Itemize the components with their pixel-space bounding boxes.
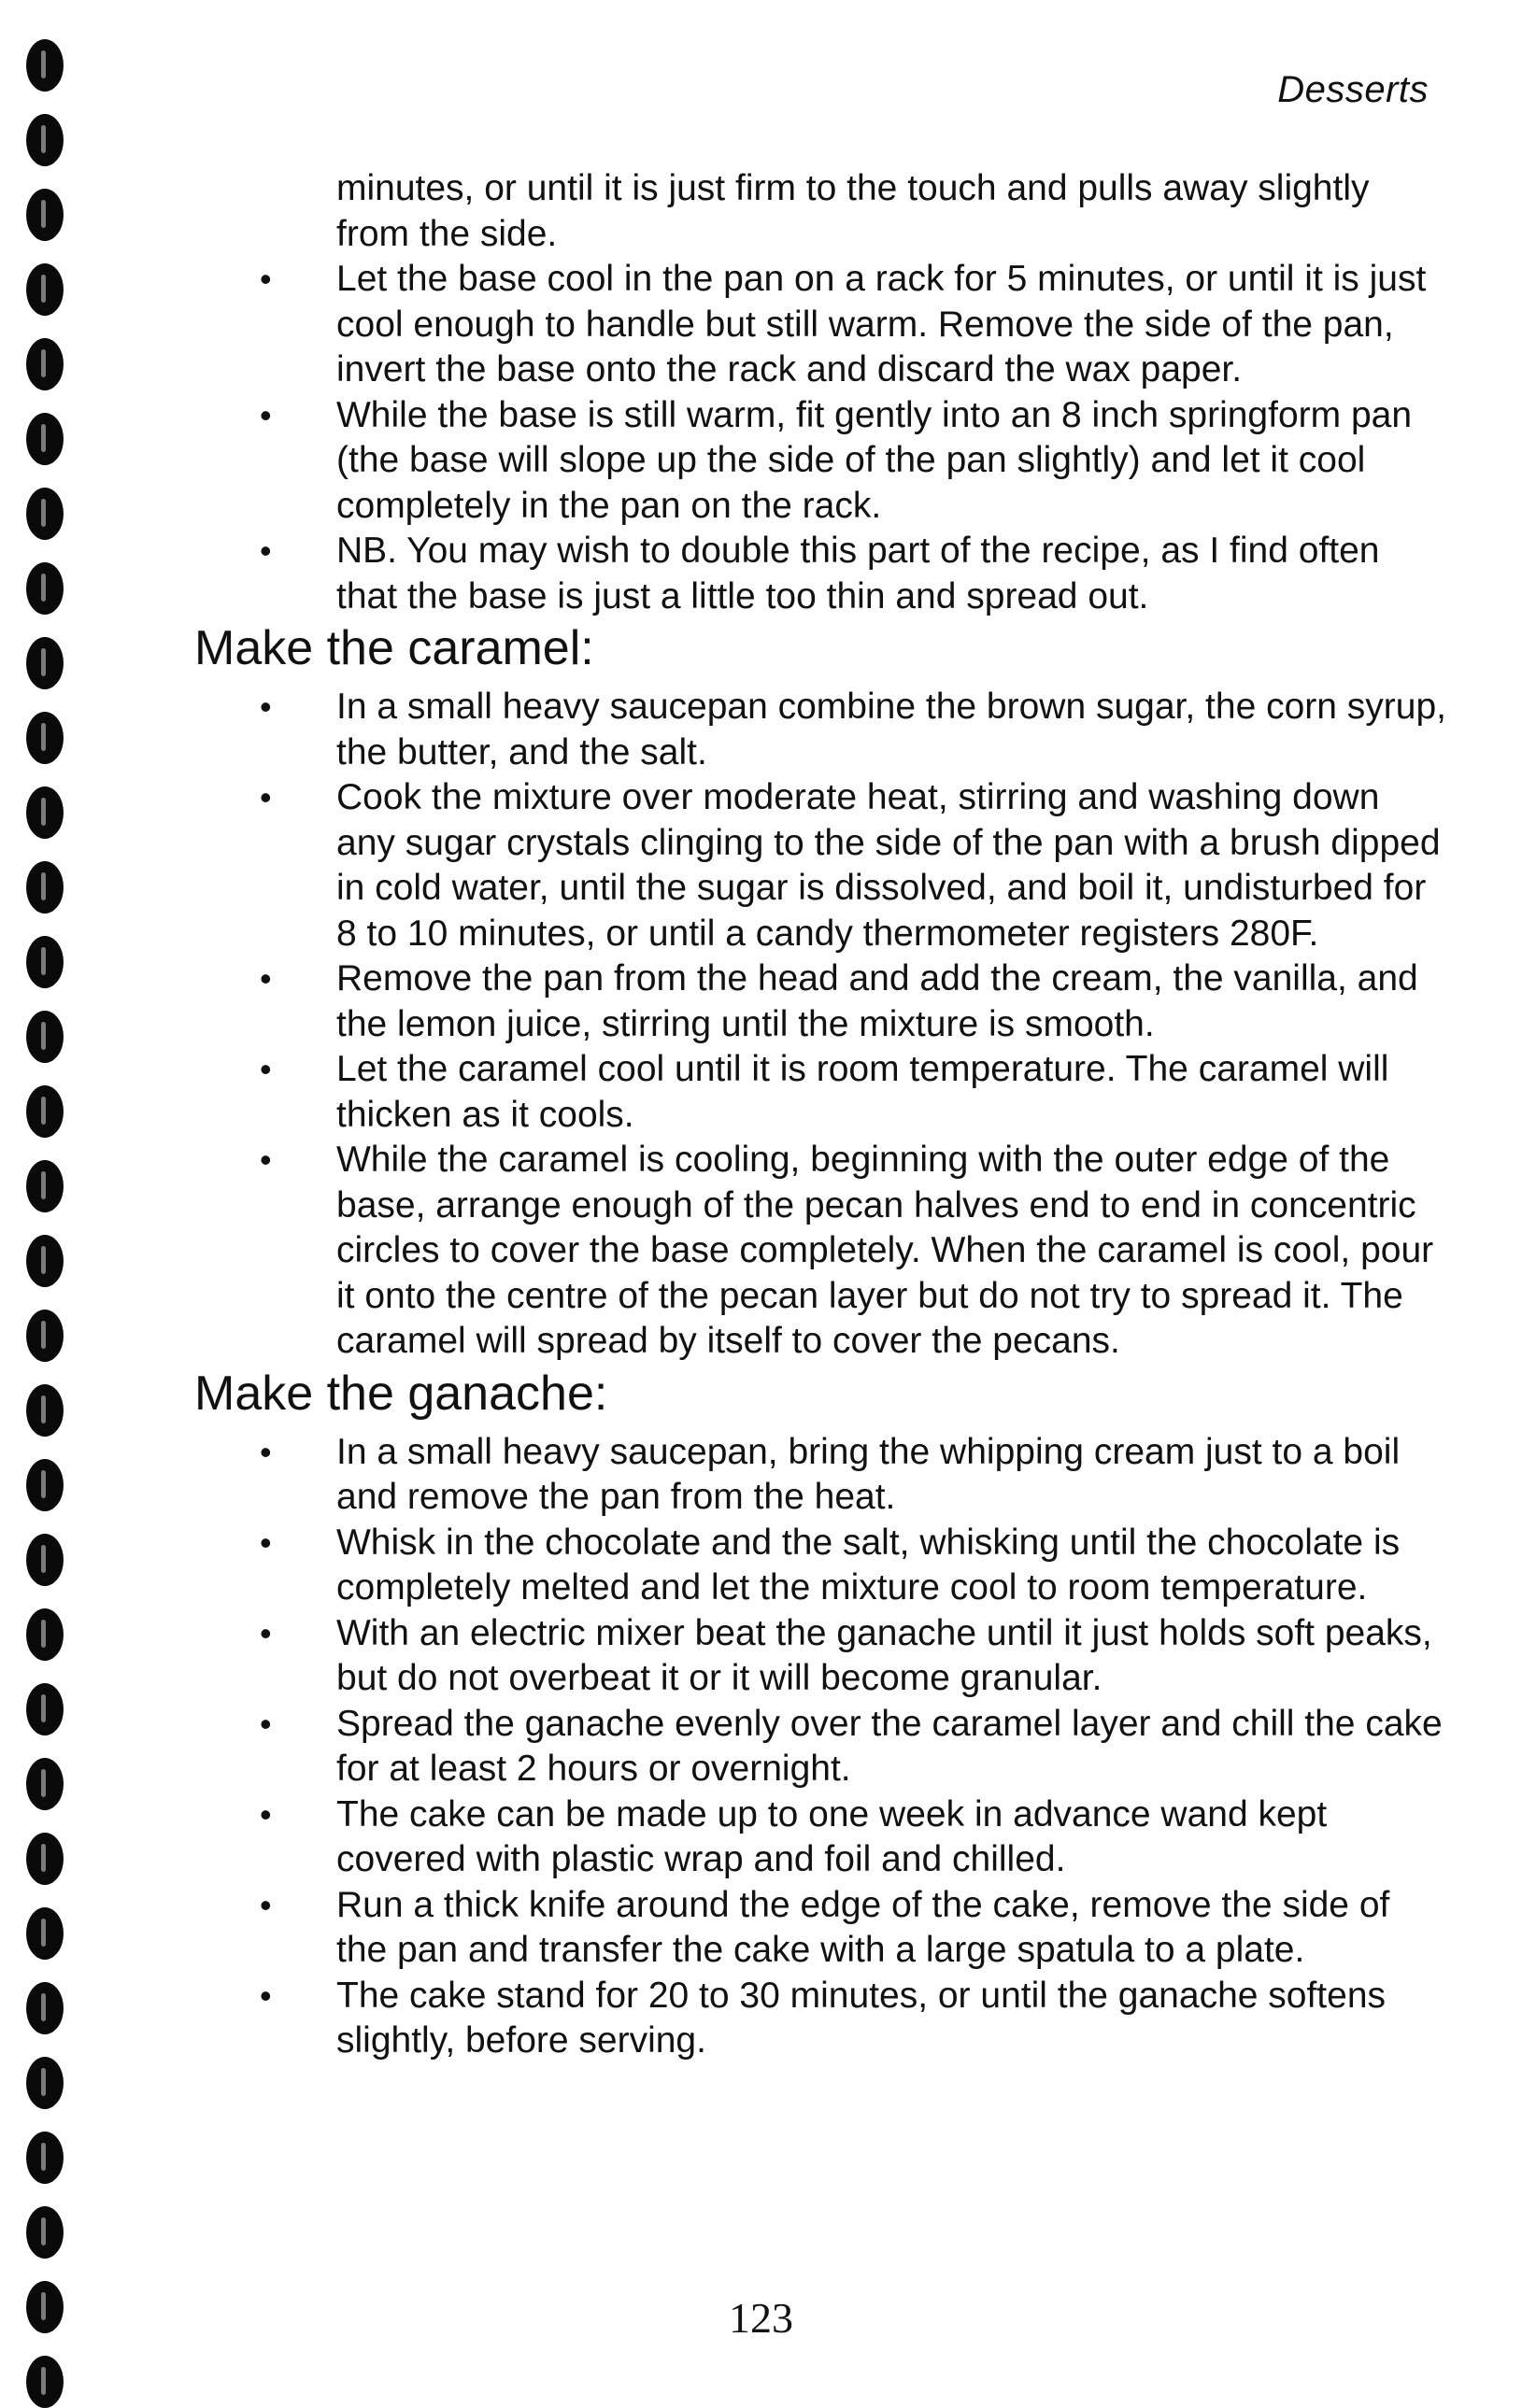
caramel-heading: Make the caramel:	[194, 621, 594, 675]
binding-hole-icon	[26, 39, 64, 92]
list-item: • While the caramel is cooling, beginning with the outer edge of the base, arrange enough of the pecan halves end to end in concentric circles to cover the base completely. When the caramel is cool, pour it onto the centre of the pecan layer but do not try to spread it. The caramel will spread by itself to cover the pecans.	[194, 1138, 1446, 1365]
binding-hole-icon	[26, 861, 64, 914]
recipe-content	[194, 166, 1446, 2064]
binding-hole-icon	[26, 1833, 64, 1885]
binding-hole-icon	[26, 1982, 64, 2034]
binding-hole-icon	[26, 1907, 64, 1960]
list-item: • Spread the ganache evenly over the caramel layer and chill the cake for at least 2 hours or overnight.	[194, 1702, 1446, 1792]
binding-hole-icon	[26, 1085, 64, 1138]
binding-hole-icon	[26, 1459, 64, 1511]
list-item: • While the base is still warm, fit gently into an 8 inch springform pan (the base will slope up the side of the pan slightly) and let it cool completely in the pan on the rack.	[194, 393, 1446, 530]
caramel-steps-list	[194, 685, 1446, 1365]
binding-hole-icon	[26, 2132, 64, 2184]
intro-steps-list	[194, 166, 1446, 619]
list-item: • In a small heavy saucepan combine the brown sugar, the corn syrup, the butter, and the salt.	[194, 685, 1446, 775]
ganache-steps-list	[194, 1430, 1446, 2064]
section-header: Desserts	[1277, 69, 1429, 110]
list-item: • Let the caramel cool until it is room temperature. The caramel will thicken as it cools.	[194, 1047, 1446, 1138]
binding-hole-icon	[26, 1683, 64, 1735]
list-item: • Whisk in the chocolate and the salt, whisking until the chocolate is completely melted and let the mixture cool to room temperature.	[194, 1521, 1446, 1611]
binding-hole-icon	[26, 114, 64, 166]
spiral-binding-holes	[0, 0, 103, 2389]
list-item: • Remove the pan from the head and add the cream, the vanilla, and the lemon juice, stirring until the mixture is smooth.	[194, 956, 1446, 1047]
binding-hole-icon	[26, 712, 64, 764]
binding-hole-icon	[26, 2057, 64, 2109]
binding-hole-icon	[26, 562, 64, 615]
binding-hole-icon	[26, 1235, 64, 1287]
binding-hole-icon	[26, 1534, 64, 1586]
binding-hole-icon	[26, 1384, 64, 1437]
list-item: • Cook the mixture over moderate heat, stirring and washing down any sugar crystals clinging to the side of the pan with a brush dipped in cold water, until the sugar is dissolved, and boil it, undisturbed for 8 to 10 minutes, or until a candy thermometer registers 280F.	[194, 775, 1446, 956]
binding-hole-icon	[26, 1160, 64, 1212]
list-item: minutes, or until it is just firm to the touch and pulls away slightly from the side.	[336, 168, 1370, 254]
binding-hole-icon	[26, 189, 64, 241]
list-item: • With an electric mixer beat the ganache until it just holds soft peaks, but do not overbeat it or it will become granular.	[194, 1611, 1446, 1702]
binding-hole-icon	[26, 936, 64, 988]
binding-hole-icon	[26, 637, 64, 689]
binding-hole-icon	[26, 2356, 64, 2408]
list-item: • Run a thick knife around the edge of the cake, remove the side of the pan and transfer the cake with a large spatula to a plate.	[194, 1883, 1446, 1974]
binding-hole-icon	[26, 1011, 64, 1063]
binding-hole-icon	[26, 786, 64, 839]
list-item: • In a small heavy saucepan, bring the whipping cream just to a boil and remove the pan from the heat.	[194, 1430, 1446, 1521]
list-item: • NB. You may wish to double this part of the recipe, as I find often that the base is just a little too thin and spread out.	[194, 529, 1446, 619]
binding-hole-icon	[26, 488, 64, 540]
page-number: 123	[729, 2294, 793, 2342]
binding-hole-icon	[26, 1758, 64, 1810]
binding-hole-icon	[26, 1608, 64, 1661]
list-item: • The cake stand for 20 to 30 minutes, or until the ganache softens slightly, before serving.	[194, 1974, 1446, 2064]
binding-hole-icon	[26, 263, 64, 316]
list-item: • Let the base cool in the pan on a rack for 5 minutes, or until it is just cool enough to handle but still warm. Remove the side of the pan, invert the base onto the rack and discard the wax paper.	[194, 257, 1446, 393]
list-item: • The cake can be made up to one week in advance wand kept covered with plastic wrap and foil and chilled.	[194, 1792, 1446, 1883]
ganache-heading: Make the ganache:	[194, 1366, 608, 1421]
binding-hole-icon	[26, 1310, 64, 1362]
binding-hole-icon	[26, 2206, 64, 2259]
binding-hole-icon	[26, 338, 64, 390]
binding-hole-icon	[26, 413, 64, 465]
